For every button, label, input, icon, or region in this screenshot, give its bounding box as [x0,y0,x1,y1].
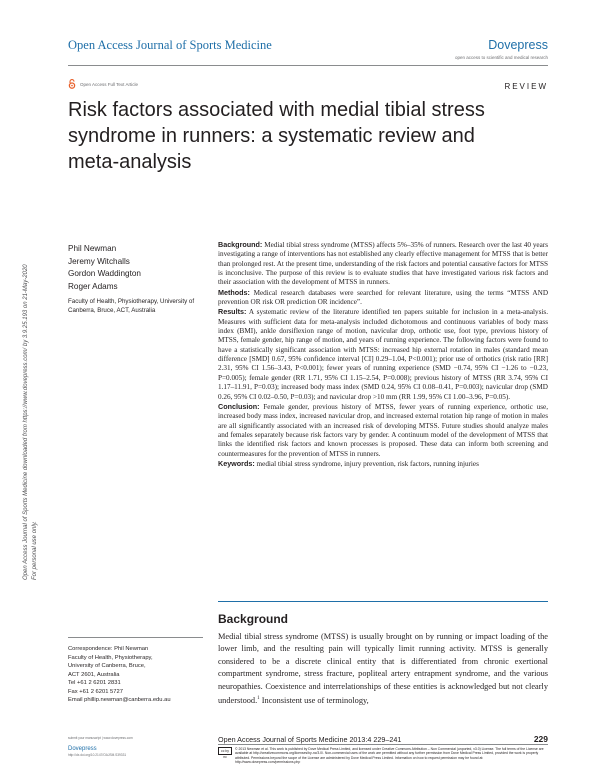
abstract-results-label: Results: [218,307,247,317]
open-access-label: Open Access Full Text Article [80,81,138,87]
article-title: Risk factors associated with medial tibial stress syndrome in runners: a systematic review and meta-analysis [68,99,485,173]
author-list [68,243,203,293]
open-access-lock-icon [68,79,76,89]
correspondence-line: Faculty of Health, Physiotherapy, [68,654,153,661]
abstract-conclusion-text: Female gender, previous history of MTSS, fewer years of running experience, orthotic use, increased body mass index, increased navicular drop, and increased external rotation hip range of motion in males are all significantly associated with an increased risk of developing MTSS. Future studies should analyze males and females separately because risk factors vary by gender. A continuum model of the development of MTSS that links the identified risk factors and known processes is proposed. These data can inform both screening and countermeasures for the prevention of MTSS in runners. [218,402,548,458]
correspondence-divider [68,637,203,638]
abstract-keywords [218,459,548,469]
journal-title: Open Access Journal of Sports Medicine [68,38,272,52]
citation-reference[interactable]: 1 [257,696,260,702]
abstract-methods-text: Medical research databases were searched for relevant literature, using the terms “MTSS AND prevention OR risk OR prediction OR incidence”. [218,288,549,307]
download-note-text: Open Access Journal of Sports Medicine downloaded from https://www.dovepress.com/ by 3.9.25.193 on 21-May-2020 For personal use only. [23,264,38,580]
correspondence-line: University of Canberra, Bruce, [68,663,146,669]
abstract-keywords-label: Keywords: [218,458,255,468]
footer-divider [218,744,548,745]
abstract-keywords-text: medial tibial stress syndrome, injury prevention, risk factors, running injuries [256,459,479,468]
correspondence-line: Tel +61 2 6201 2831 [68,680,121,686]
abstract-background [218,240,548,288]
correspondence-line: Fax +61 2 6201 5727 [68,688,123,695]
abstract-background-label: Background: [218,240,263,249]
abstract-background-text: Medial tibial stress syndrome (MTSS) affects 5%–35% of runners. Research over the last 40 years investigating a range of interventions has not established any clearly effective management for MTSS that is better than prolonged rest. At the present time, understanding of the risk factors and potential causative factors for MTSS is inconclusive. The purpose of this review is to evaluate studies that have investigated various risk factors and their association with the development of MTSS in runners. [218,241,549,287]
doi-link[interactable]: http://dx.doi.org/10.2147/OAJSM.S39331 [68,753,127,757]
author-name: Phil Newman [68,244,117,253]
section-body-text-end: Inconsistent use of terminology, [259,695,369,705]
header-divider [68,65,548,66]
author-name: Roger Adams [68,281,118,291]
section-body [218,631,548,707]
correspondence-line: ACT 2601, Australia [68,671,120,678]
abstract-results-text: A systematic review of the literature identified ten papers suitable for inclusion in a meta-analysis. Measures with sufficient data for meta-analysis included dichotomous and continuous variables of body mass index (BMI), ankle dorsiflexion range of motion, navicular drop, orthotic use, foot type, previous history of MTSS, female gender, hip range of motion, and years of running experience. The following factors were found to have a statistically significant association with MTSS: increased hip external rotation in males (standard mean difference [SMD] 0.67, 95% confidence interval [CI] 0.29–1.04, P<0.001); prior use of orthotics (risk ratio [RR] 2.31, 95% CI 1.56–3.43, P<0.001); fewer years of running experience (SMD −0.74, 95% CI −1.26 to −0.23, P=0.005); female gender (RR 1.71, 95% CI 1.15–2.54, P=0.008); previous history of MTSS (RR 3.74, 95% CI 1.17–11.91, P=0.03); increased body mass index (SMD 0.24, 95% CI 0.08–0.41, P=0.003); navicular drop (SMD 0.26, 95% CI 0.02–0.50, P=0.03); and navicular drop >10 mm (RR 1.99, 95% CI 1.00–3.96, P=0.05). [218,308,548,401]
creative-commons-icon: cc by nc [218,747,232,755]
abstract [218,240,548,469]
copyright-text: © 2013 Newman et al. This work is published by Dove Medical Press Limited, and licensed under Creative Commons Attribution – Non Commercial (unported, v3.0) License. The full terms of the License are available at http://creativecommons.org/licenses/by-nc/3.0/. Non-commercial uses of the work are permitted without any further permission from Dove Medical Press Limited, provided the work is properly attributed. Permissions beyond the scope of the License are administered by Dove Medical Press Limited. Information on how to request permission may be found at: http://www.dovepress.com/permissions.php [235,747,544,765]
abstract-methods-label: Methods: [218,287,250,297]
section-heading: Background [218,612,289,626]
author-affiliation: Faculty of Health, Physiotherapy, University of Canberra, Bruce, ACT, Australia [68,298,195,315]
article-type-label: REVIEW [504,82,548,91]
page-number: 229 [533,734,548,744]
publisher-logo[interactable]: Dovepress [488,38,548,52]
submit-manuscript-link[interactable]: submit your manuscript | www.dovepress.com [68,736,133,740]
copyright-notice [218,747,548,765]
correspondence-email[interactable]: Email phillip.newman@canberra.edu.au [68,697,171,703]
section-body-text: Medial tibial stress syndrome (MTSS) is usually brought on by running or impact loading of the lower limb, and the resulting pain will typically limit running activity. MTSS is generally considered to be a discrete clinical entity that is differentiated from chronic exertional compartment syndrome, stress fracture, popliteal artery entrapment syndrome, and the various neuropathies. Coexistence and interrelationships of these entities is acknowledged but not clearly understood. [218,632,548,705]
publisher-tagline: open access to scientific and medical research [454,55,548,60]
abstract-results [218,307,548,401]
abstract-conclusion [218,402,548,459]
correspondence-block [68,645,203,705]
author-name: Jeremy Witchalls [68,256,130,266]
correspondence-label: Correspondence: Phil Newman [68,646,149,652]
download-note [8,40,38,740]
abstract-methods [218,288,548,308]
open-access-badge [68,79,138,89]
footer-publisher-logo[interactable]: Dovepress [68,746,97,752]
author-name: Gordon Waddington [68,269,141,278]
abstract-divider [218,601,548,602]
footer-citation: Open Access Journal of Sports Medicine 2013:4 229–241 [218,735,402,744]
abstract-conclusion-label: Conclusion: [218,401,260,411]
